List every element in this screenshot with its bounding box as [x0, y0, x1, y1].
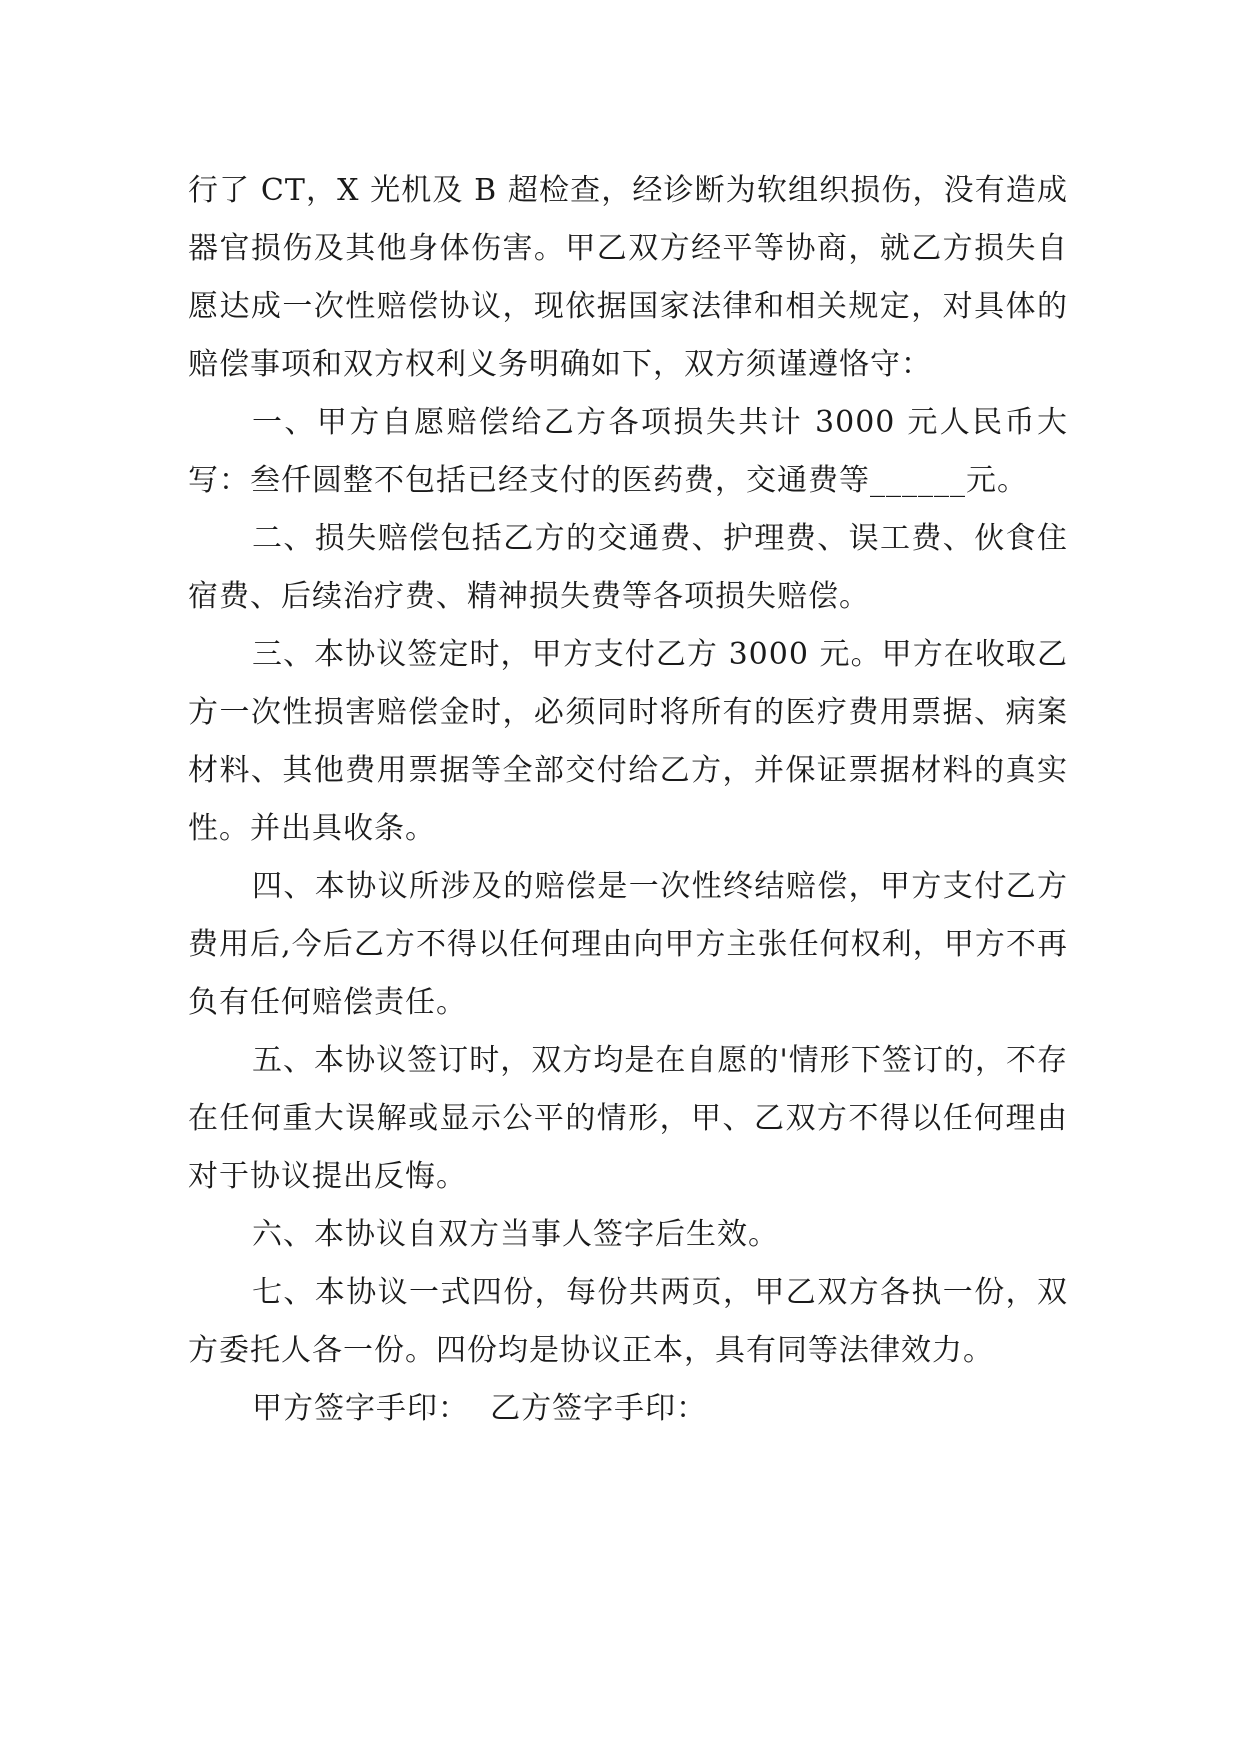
clause-six: 六、本协议自双方当事人签字后生效。: [252, 1217, 779, 1252]
clause-two: 二、损失赔偿包括乙方的交通费、护理费、误工费、伙食住宿费、后续治疗费、精神损失费等各项损失赔偿。: [188, 521, 1068, 614]
clause-seven: 七、本协议一式四份，每份共两页，甲乙双方各执一份，双方委托人各一份。四份均是协议正本，具有同等法律效力。: [188, 1275, 1068, 1368]
clause-one: 一、甲方自愿赔偿给乙方各项损失共计 3000 元人民币大写：叁仟圆整不包括已经支付的医药费，交通费等______元。: [188, 405, 1068, 498]
clause-five: 五、本协议签订时，双方均是在自愿的'情形下签订的，不存在任何重大误解或显示公平的情形，甲、乙双方不得以任何理由对于协议提出反悔。: [188, 1043, 1068, 1194]
clause-four: 四、本协议所涉及的赔偿是一次性终结赔偿，甲方支付乙方费用后,今后乙方不得以任何理由向甲方主张任何权利，甲方不再负有任何赔偿责任。: [188, 869, 1068, 1020]
signature-line: 甲方签字手印： 乙方签字手印：: [252, 1391, 708, 1426]
clause-three: 三、本协议签定时，甲方支付乙方 3000 元。甲方在收取乙方一次性损害赔偿金时，必须同时将所有的医疗费用票据、病案材料、其他费用票据等全部交付给乙方，并保证票据材料的真实性。并出具收条。: [188, 637, 1068, 846]
paragraph-intro-continued: 行了 CT，X 光机及 B 超检查，经诊断为软组织损伤，没有造成器官损伤及其他身体伤害。甲乙双方经平等协商，就乙方损失自愿达成一次性赔偿协议，现依据国家法律和相关规定，对具体的赔偿事项和双方权利义务明确如下，双方须谨遵恪守：: [188, 173, 1068, 382]
document-body: [188, 162, 1068, 1438]
